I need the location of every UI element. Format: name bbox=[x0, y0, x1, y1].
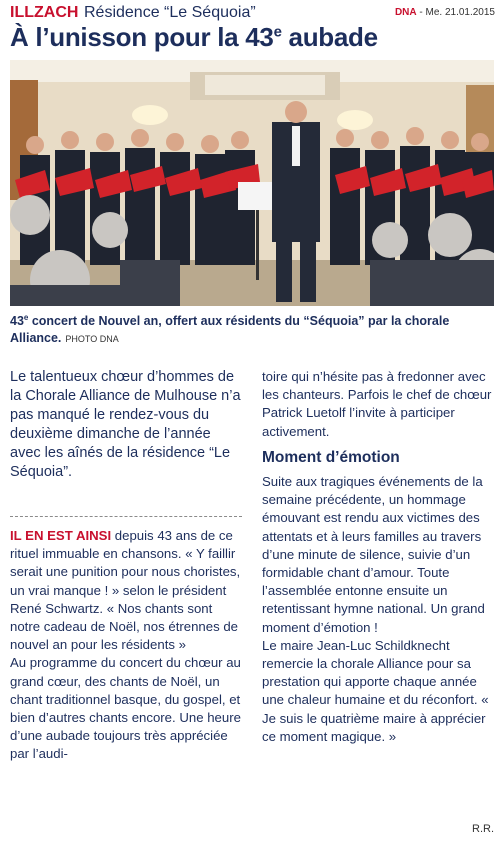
article-header bbox=[10, 4, 495, 22]
source-date bbox=[395, 7, 495, 18]
body-paragraph-3: toire qui n’hésite pas à fredonner avec les chanteurs. Parfois le chef de chœur Patrick Luetolf l’invite à participer activement. bbox=[262, 369, 492, 439]
body-paragraph-1: depuis 43 ans de ce rituel immuable en chansons. « Y faillir serait une punition pour nous choristes, un vrai manque ! » selon le président René Schwartz. « Nos chants sont notre cadeau de Noël, nos étrennes de nouvel an pour les résidents » bbox=[10, 528, 241, 653]
lead-paragraph: Le talentueux chœur d’hommes de la Chorale Alliance de Mulhouse n’a pas manqué le rendez-vous du deuxième dimanche de l’année avec les aînés de la résidence “Le Séquoia”. bbox=[10, 369, 241, 480]
source-brand: DNA bbox=[394, 7, 417, 18]
headline-after: aubade bbox=[281, 22, 378, 52]
caption-sup: e bbox=[23, 313, 29, 322]
body-paragraph-5: Le maire Jean-Luc Schildknecht remercie la chorale Alliance pour sa prestation qui apporte chaque année une chaleur humaine et du réconfort. « Je suis le quatrième maire à apprécier ce moment magique. » bbox=[262, 637, 489, 744]
photo-caption bbox=[10, 309, 494, 348]
body-paragraph-2: Au programme du concert du chœur au grand cœur, des chants de Noël, un chant traditionnel basque, du gospel, et bien d’autres chants encore. Une heure d’une aubade toujours très appréciée par l’audi- bbox=[10, 655, 241, 762]
intertitle: Moment d’émotion bbox=[262, 448, 400, 466]
headline-before: À l’unisson pour la 43 bbox=[10, 22, 274, 52]
caption-number: 43 bbox=[10, 314, 24, 329]
body-paragraph-4: Suite aux tragiques événements de la semaine précédente, un hommage émouvant est rendu aux victimes des attentats et à leurs familles au travers d’une minute de silence, suivie d’un formidable chant d’amour. Toute l’assemblée entonne ensuite un retentissant hymne national. Un grand moment d’émotion ! bbox=[262, 474, 485, 635]
photo-credit: PHOTO DNA bbox=[65, 334, 119, 345]
headline bbox=[10, 22, 378, 53]
lede-label: IL EN EST AINSI bbox=[10, 528, 112, 543]
body-column-2 bbox=[262, 368, 494, 746]
headline-sup: e bbox=[273, 23, 282, 41]
choir-photo-illustration bbox=[10, 60, 494, 306]
town-label: ILLZACH bbox=[10, 4, 79, 21]
section-subtitle: Résidence “Le Séquoia” bbox=[84, 4, 256, 21]
article-photo bbox=[10, 60, 494, 306]
body-column-1 bbox=[10, 527, 242, 764]
caption-text: concert de Nouvel an, offert aux résidents du “Séquoia” par la chorale Alliance. bbox=[10, 314, 450, 346]
author-signature: R.R. bbox=[472, 823, 494, 835]
dashed-divider bbox=[10, 516, 242, 517]
source-date-text: - Me. 21.01.2015 bbox=[416, 7, 495, 18]
